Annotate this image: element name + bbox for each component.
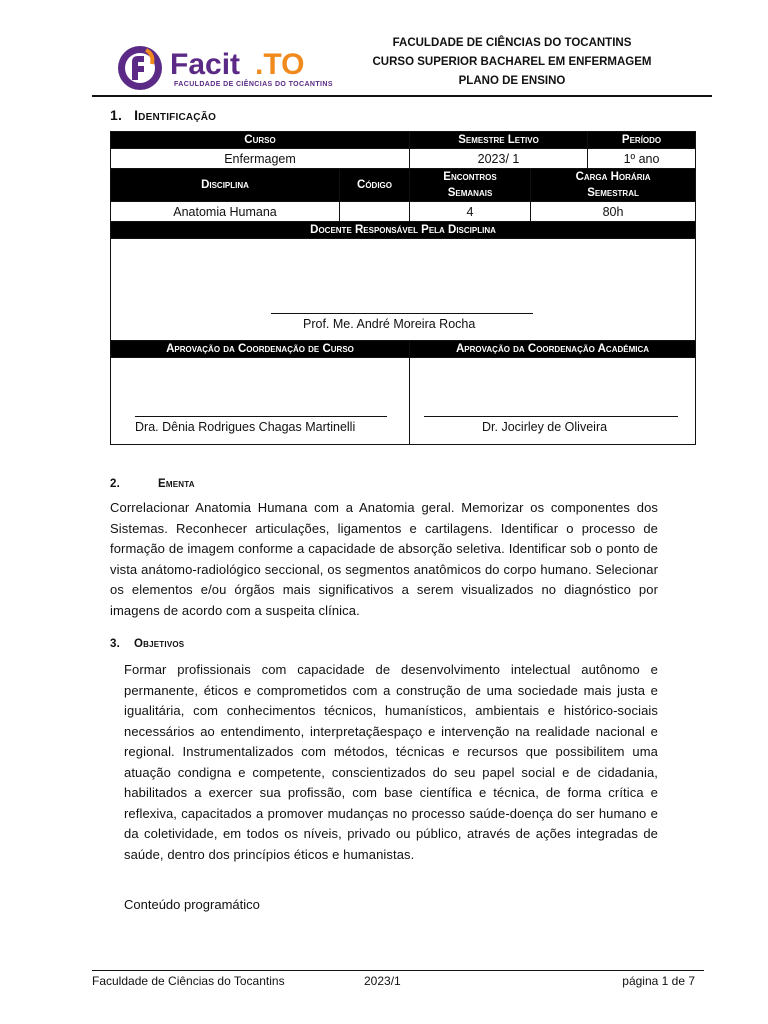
section-number: 2.	[110, 478, 120, 490]
section-title: Ementa	[158, 478, 195, 490]
aprov-academica-name: Dr. Jocirley de Oliveira	[482, 420, 608, 434]
objetivos-text: Formar profissionais com capacidade de desenvolvimento intelectual autônomo e permanente, éticos e comprometidos com a construção de uma sociedade mais justa e igualitária, com conhecimentos técnicos, humanísticos, ambientais e histórico-sociais necessários ao entendimento, interpretaçãespaço e intervenção na realidade nacional e regional. Instrumentalizados com métodos, técnicas e recursos que possibilitem uma atuação condigna e competente, conscientizados do seu papel social e de cidadania, habilitados a exercer sua profissão, com base científica e técnica, de forma crítica e reflexiva, capacitados a promover mudanças no processo saúde-doença do ser humano e da coletividade, em todos os níveis, privado ou público, através de ações integradas de saúde, dentro dos princípios éticos e humanistas.	[124, 662, 658, 862]
aprov-academica-signature-line	[424, 416, 678, 417]
docente-signature-area	[111, 239, 696, 341]
section-ementa-heading	[110, 478, 195, 490]
aprov-curso-signature-line	[135, 416, 387, 417]
svg-text:Facit: Facit	[170, 48, 241, 81]
codigo-header: Código	[340, 169, 410, 202]
aprov-curso-name: Dra. Dênia Rodrigues Chagas Martinelli	[135, 420, 356, 434]
aprov-academica-signature-area	[410, 358, 696, 445]
ementa-text: Correlacionar Anatomia Humana com a Anatomia geral. Memorizar os componentes dos Sistemas. Reconhecer articulações, ligamentos e cartilagens. Identificar o processo de formação de imagem conforme a capacidade de absorção seletiva. Identificar sob o ponto de vista anátomo-radiológico seccional, os segmentos anatômicos do corpo humano. Selecionar os elementos e/ou órgãos mais significativos a serem visualizados no diagnóstico por imagens de acordo com a suspeita clínica.	[110, 500, 658, 618]
carga-header-line1: Carga Horária	[575, 171, 651, 183]
header-divider	[92, 95, 712, 97]
identification-table	[110, 131, 696, 445]
encontros-header	[410, 169, 531, 202]
document-title: PLANO DE ENSINO	[458, 75, 566, 87]
aprov-academica-header: Aprovação da Coordenação Acadêmica	[410, 341, 696, 358]
section-title: Objetivos	[134, 638, 185, 650]
carga-header	[531, 169, 696, 202]
disciplina-value: Anatomia Humana	[111, 202, 340, 222]
institution-header	[350, 34, 674, 91]
course-name: CURSO SUPERIOR BACHAREL EM ENFERMAGEM	[372, 56, 652, 68]
periodo-header: Período	[588, 132, 696, 149]
facit-logo-mark	[114, 40, 344, 96]
section-number: 1.	[110, 107, 123, 123]
periodo-value: 1º ano	[588, 149, 696, 169]
encontros-header-line2: Semanais	[447, 187, 493, 199]
semestre-value: 2023/ 1	[410, 149, 588, 169]
aprov-curso-header: Aprovação da Coordenação de Curso	[111, 341, 410, 358]
svg-text:.TO: .TO	[255, 48, 305, 81]
docente-name: Prof. Me. André Moreira Rocha	[303, 317, 476, 331]
docente-header: Docente Responsável Pela Disciplina	[111, 222, 696, 239]
footer-semester: 2023/1	[364, 974, 401, 988]
section-identificacao-heading	[110, 107, 216, 123]
section-title: Identificação	[134, 107, 217, 123]
footer-institution: Faculdade de Ciências do Tocantins	[92, 974, 285, 988]
docente-signature-line	[271, 313, 533, 314]
footer-page-number: página 1 de 7	[622, 974, 695, 988]
curso-header: Curso	[111, 132, 410, 149]
section-objetivos-heading	[110, 638, 184, 650]
codigo-value	[340, 202, 410, 222]
footer-divider	[92, 970, 704, 971]
semestre-header: Semestre Letivo	[410, 132, 588, 149]
facit-logo	[114, 40, 344, 96]
svg-text:FACULDADE DE CIÊNCIAS DO TOCAN: FACULDADE DE CIÊNCIAS DO TOCANTINS	[174, 81, 333, 88]
aprov-curso-signature-area	[111, 358, 410, 445]
section-number: 3.	[110, 638, 120, 650]
encontros-header-line1: Encontros	[443, 171, 497, 183]
curso-value: Enfermagem	[111, 149, 410, 169]
encontros-value: 4	[410, 202, 531, 222]
carga-value: 80h	[531, 202, 696, 222]
disciplina-header: Disciplina	[111, 169, 340, 202]
institution-name: FACULDADE DE CIÊNCIAS DO TOCANTINS	[392, 37, 632, 49]
carga-header-line2: Semestral	[587, 187, 639, 199]
conteudo-programatico-label: Conteúdo programático	[124, 897, 260, 912]
